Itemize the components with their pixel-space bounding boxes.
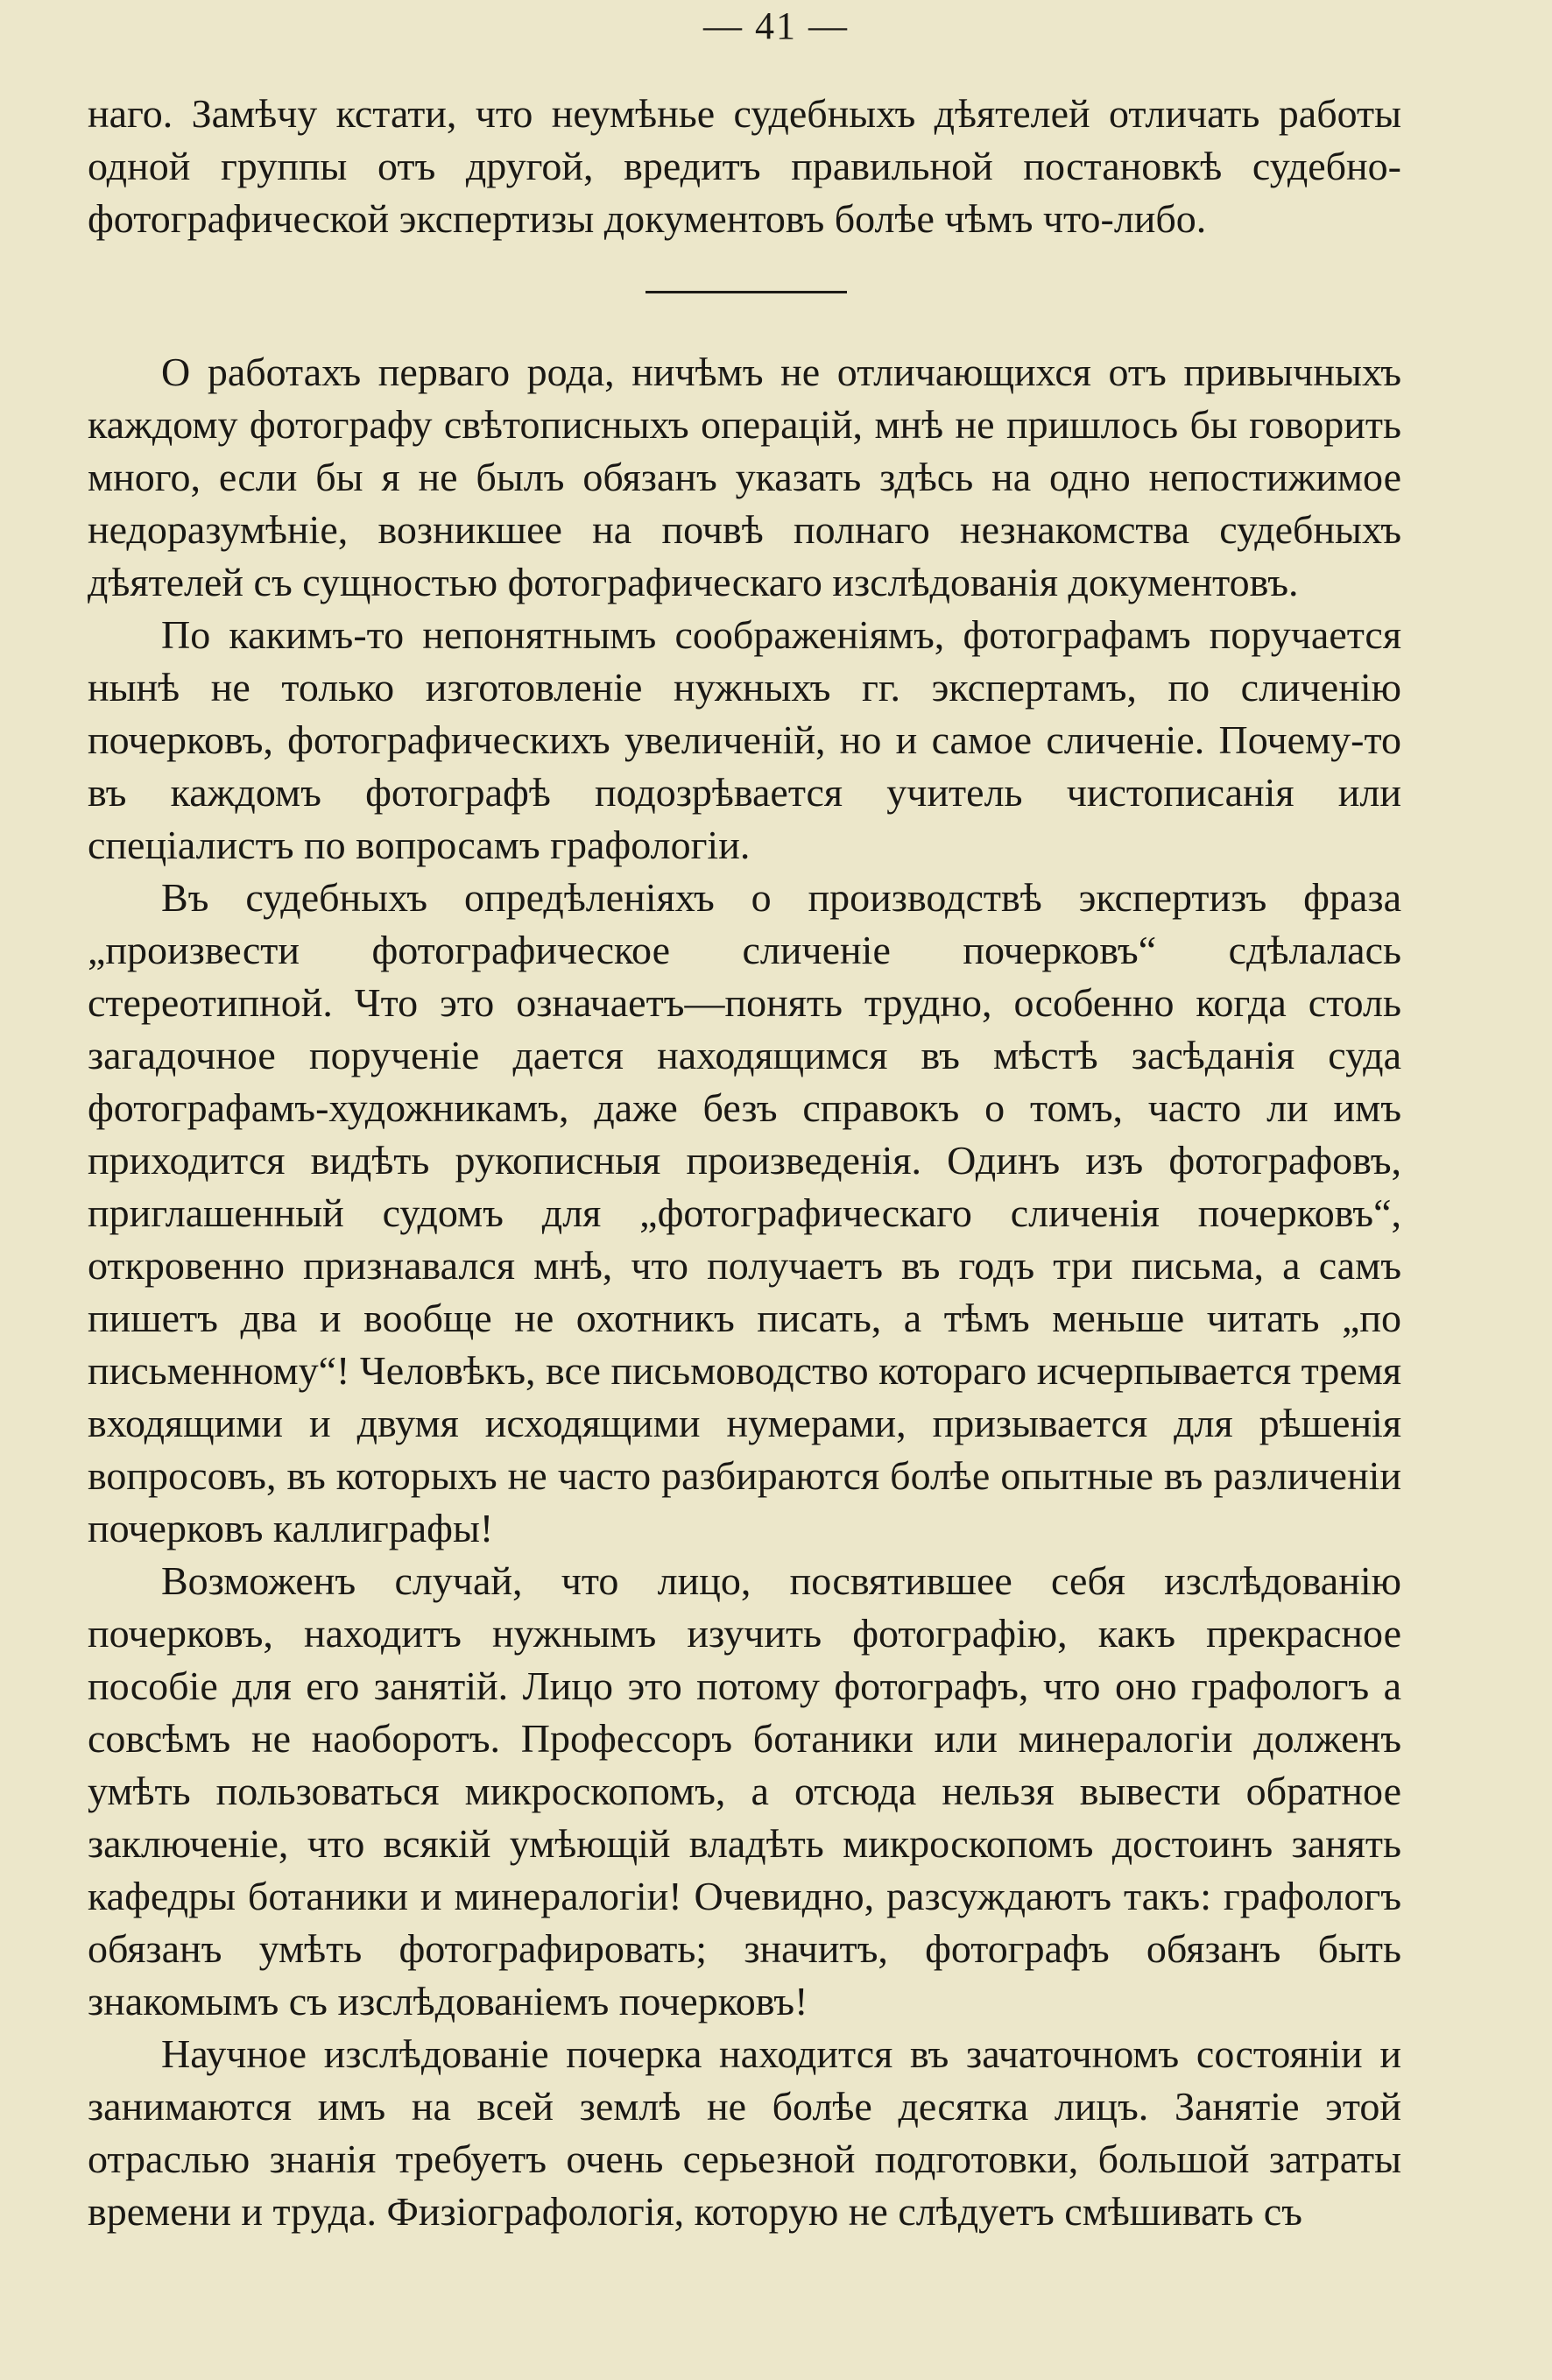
paragraph-1: О работахъ перваго рода, ничѣмъ не отличающихся отъ привычныхъ каждому фотографу свѣтописныхъ операцій, мнѣ не пришлось бы говорить много, если бы я не былъ обязанъ указать здѣсь на одно непостижимое недоразумѣніе, возникшее на почвѣ полнаго незнакомства судебныхъ дѣятелей съ сущностью фотографическаго изслѣдованія документовъ. — [88, 350, 1401, 604]
continuation-paragraph — [88, 88, 1401, 245]
body-text — [88, 346, 1401, 2238]
paragraph-5: Научное изслѣдованіе почерка находится въ зачаточномъ состояніи и занимаются имъ на всей землѣ не болѣе десятка лицъ. Занятіе этой отраслью знанія требуетъ очень серьезной подготовки, большой затраты времени и труда. Физіографологія, которую не слѣдуетъ смѣшивать съ — [88, 2031, 1401, 2234]
paragraph-3: Въ судебныхъ опредѣленіяхъ о производствѣ экспертизъ фраза „произвести фотографическое сличеніе почерковъ“ сдѣлалась стереотипной. Что это означаетъ—понять трудно, особенно когда столь загадочное порученіе дается находящимся въ мѣстѣ засѣданія суда фотографамъ-художникамъ, даже безъ справокъ о томъ, часто ли имъ приходится видѣть рукописныя произведенія. Одинъ изъ фотографовъ, приглашенный судомъ для „фотографическаго сличенія почерковъ“, откровенно признавался мнѣ, что получаетъ въ годъ три письма, а самъ пишетъ два и вообще не охотникъ писать, а тѣмъ меньше читать „по письменному“! Человѣкъ, все письмоводство котораго исчерпывается тремя входящими и двумя исходящими нумерами, призывается для рѣшенія вопросовъ, въ которыхъ не часто разбираются болѣе опытные въ различеніи почерковъ каллиграфы! — [88, 875, 1401, 1550]
section-divider — [645, 291, 847, 293]
paragraph-4: Возможенъ случай, что лицо, посвятившее себя изслѣдованію почерковъ, находитъ нужнымъ изучить фотографію, какъ прекрасное пособіе для его занятій. Лицо это потому фотографъ, что оно графологъ а совсѣмъ не наоборотъ. Профессоръ ботаники или минералогіи долженъ умѣть пользоваться микроскопомъ, а отсюда нельзя вывести обратное заключеніе, что всякій умѣющій владѣть микроскопомъ достоинъ занять кафедры ботаники и минералогіи! Очевидно, разсуждаютъ такъ: графологъ обязанъ умѣть фотографировать; значитъ, фотографъ обязанъ быть знакомымъ съ изслѣдованіемъ почерковъ! — [88, 1558, 1401, 2023]
paragraph-2: По какимъ-то непонятнымъ соображеніямъ, фотографамъ поручается нынѣ не только изготовленіе нужныхъ гг. экспертамъ, по сличенію почерковъ, фотографическихъ увеличеній, но и самое сличеніе. Почему-то въ каждомъ фотографѣ подозрѣвается учитель чистописанія или спеціалистъ по вопросамъ графологіи. — [88, 612, 1401, 867]
page-number: — 41 — — [703, 4, 849, 47]
paragraph-text: наго. Замѣчу кстати, что неумѣнье судебныхъ дѣятелей отличать работы одной группы отъ другой, вредитъ правильной постановкѣ судебно-фотографической экспертизы документовъ болѣе чѣмъ что-либо. — [88, 91, 1401, 241]
